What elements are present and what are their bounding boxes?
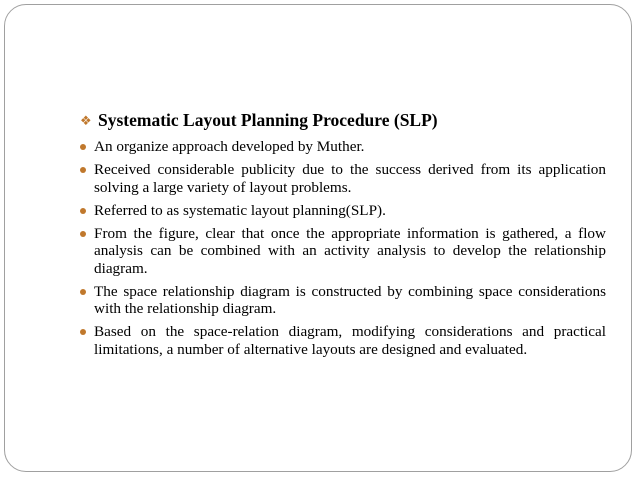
heading-text: Systematic Layout Planning Procedure (SLP) [98, 110, 438, 130]
bullet-item [81, 225, 606, 278]
bullet-item [81, 138, 606, 156]
bullet-text: An organize approach developed by Muther. [94, 138, 365, 155]
bullet-dot-icon [80, 167, 86, 173]
bullet-item [81, 202, 606, 220]
bullet-list [81, 138, 606, 358]
bullet-item [81, 161, 606, 196]
bullet-dot-icon [80, 231, 86, 237]
bullet-text: Referred to as systematic layout planning(SLP). [94, 201, 386, 219]
slide-heading [81, 109, 606, 134]
bullet-dot-icon [80, 208, 86, 214]
bullet-text: From the figure, clear that once the appropriate information is gathered, a flow analysis can be combined with an activity analysis to develop the relationship diagram. [94, 224, 606, 277]
bullet-item [81, 283, 606, 318]
bullet-text: The space relationship diagram is constructed by combining space considerations with the relationship diagram. [94, 282, 606, 317]
bullet-dot-icon [80, 289, 86, 295]
bullet-dot-icon [80, 329, 86, 335]
bullet-dot-icon [80, 144, 86, 150]
slide-frame [4, 4, 632, 472]
bullet-text: Received considerable publicity due to the success derived from its application solving a large variety of layout problems. [94, 161, 606, 196]
bullet-item [81, 323, 606, 358]
diamond-bullet-icon: ❖ [80, 114, 92, 129]
slide-content [81, 109, 606, 364]
bullet-text: Based on the space-relation diagram, modifying considerations and practical limitations, a number of alternative layouts are designed and evaluated. [94, 323, 606, 358]
